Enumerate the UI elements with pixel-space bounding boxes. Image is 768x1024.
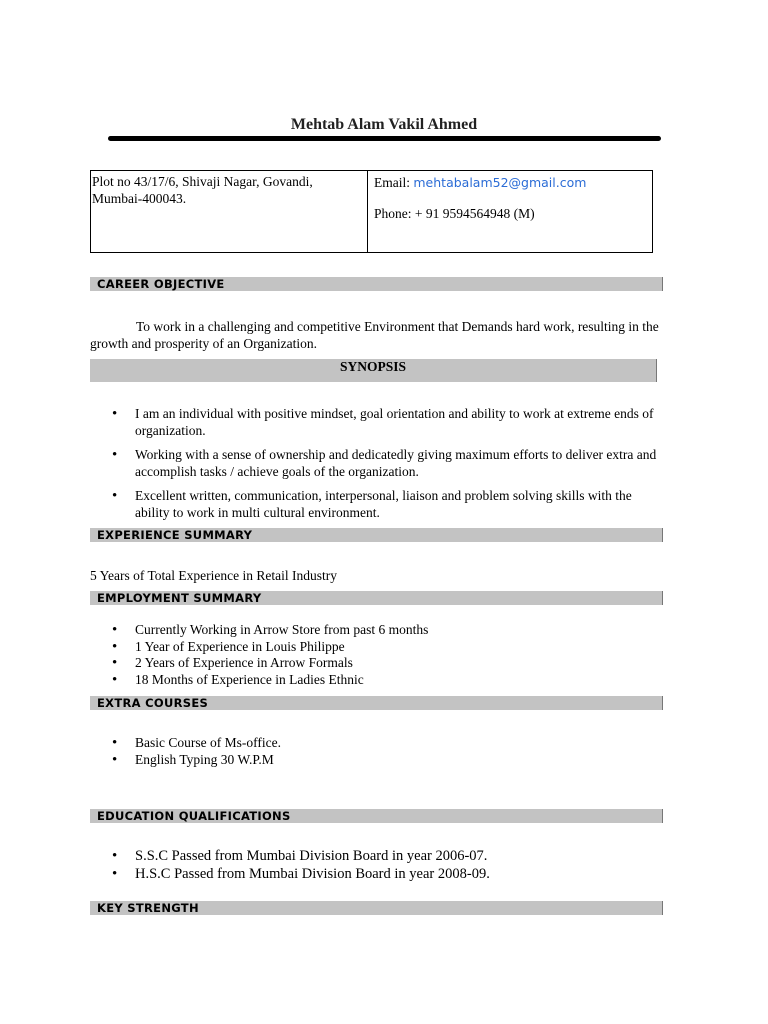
list-item: • 18 Months of Experience in Ladies Ethnic — [90, 672, 690, 689]
experience-summary-heading: EXPERIENCE SUMMARY — [90, 528, 663, 542]
experience-summary-text: 5 Years of Total Experience in Retail Industry — [90, 568, 338, 583]
employment-summary-heading: EMPLOYMENT SUMMARY — [90, 591, 663, 605]
employment-list — [90, 622, 690, 688]
objective-line-1: To work in a challenging and competitive Environment that Demands hard work, resulting in the — [136, 319, 659, 334]
key-strength-heading: KEY STRENGTH — [90, 901, 663, 915]
extra-courses-list — [90, 735, 690, 768]
email-row — [374, 174, 652, 191]
list-item: • Excellent written, communication, interpersonal, liaison and problem solving skills with the ability to work in multi cultural environment. — [90, 488, 690, 521]
email-link[interactable]: mehtabalam52@gmail.com — [413, 175, 587, 190]
list-item: • 1 Year of Experience in Louis Philippe — [90, 639, 690, 656]
synopsis-heading: SYNOPSIS — [90, 359, 657, 382]
list-item: • 2 Years of Experience in Arrow Formals — [90, 655, 690, 672]
list-item: • H.S.C Passed from Mumbai Division Board in year 2008-09. — [90, 866, 690, 884]
list-item: • Basic Course of Ms-office. — [90, 735, 690, 752]
email-label: Email: — [374, 175, 414, 190]
synopsis-list — [90, 406, 690, 529]
address-line-1: Plot no 43/17/6, Shivaji Nagar, Govandi, — [92, 174, 313, 189]
address-cell — [91, 171, 368, 252]
list-item: • S.S.C Passed from Mumbai Division Board in year 2006-07. — [90, 848, 690, 866]
list-item: • I am an individual with positive mindset, goal orientation and ability to work at extreme ends of organization. — [90, 406, 690, 439]
education-heading: EDUCATION QUALIFICATIONS — [90, 809, 663, 823]
header-rule — [108, 136, 661, 141]
contact-details-cell — [368, 171, 652, 252]
address-line-2: Mumbai-400043. — [92, 191, 187, 206]
list-item: • Currently Working in Arrow Store from past 6 months — [90, 622, 690, 639]
career-objective-heading: CAREER OBJECTIVE — [90, 277, 663, 291]
phone-number: Phone: + 91 9594564948 (M) — [374, 206, 535, 221]
list-item: • English Typing 30 W.P.M — [90, 752, 690, 769]
contact-table — [90, 170, 653, 253]
objective-line-2: growth and prosperity of an Organization. — [90, 336, 317, 351]
list-item: • Working with a sense of ownership and dedicatedly giving maximum efforts to deliver extra and accomplish tasks / achieve goals of the organization. — [90, 447, 690, 480]
education-list — [90, 848, 690, 883]
extra-courses-heading: EXTRA COURSES — [90, 696, 663, 710]
candidate-name: Mehtab Alam Vakil Ahmed — [290, 116, 478, 133]
